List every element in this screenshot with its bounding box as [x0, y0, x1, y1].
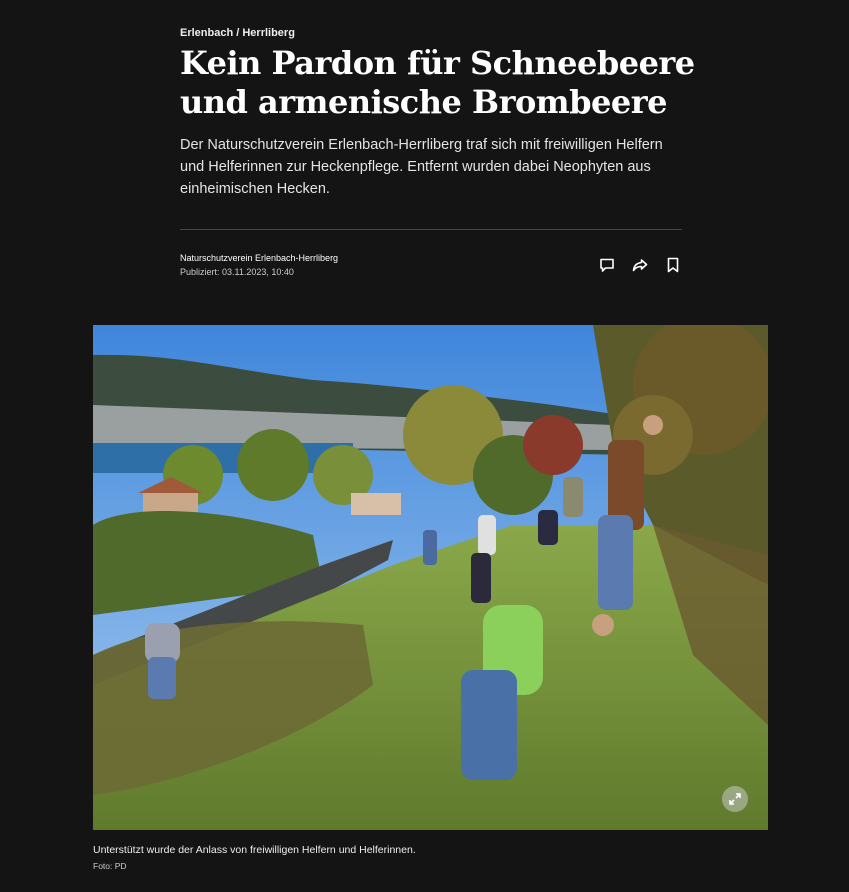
- image-credit: Foto: PD: [93, 861, 127, 871]
- comment-icon: [599, 257, 615, 273]
- share-icon: [632, 257, 648, 273]
- publish-date: Publiziert: 03.11.2023, 10:40: [180, 267, 294, 277]
- article-photo[interactable]: [93, 325, 768, 830]
- expand-image-button[interactable]: [722, 786, 748, 812]
- comment-button[interactable]: [598, 256, 616, 274]
- share-button[interactable]: [631, 256, 649, 274]
- divider: [180, 229, 682, 230]
- kicker-label[interactable]: Erlenbach / Herrliberg: [180, 27, 295, 39]
- expand-icon: [729, 793, 741, 805]
- volunteers-hedge-photo: [93, 325, 768, 830]
- byline: [180, 251, 338, 279]
- author-name: Naturschutzverein Erlenbach-Herrliberg: [180, 253, 339, 263]
- image-caption: Unterstützt wurde der Anlass von freiwilligen Helfern und Helferinnen.: [93, 844, 416, 856]
- bookmark-icon: [665, 257, 681, 273]
- headline: Kein Pardon für Schneebeere und armenische Brombeere: [180, 44, 695, 121]
- lead-text: Der Naturschutzverein Erlenbach-Herrliberg traf sich mit freiwilligen Helfern und Helferinnen zur Heckenpflege. Entfernt wurden dabei Neophyten aus einheimischen Hecken.: [180, 137, 663, 197]
- article-actions: [598, 256, 682, 274]
- bookmark-button[interactable]: [664, 256, 682, 274]
